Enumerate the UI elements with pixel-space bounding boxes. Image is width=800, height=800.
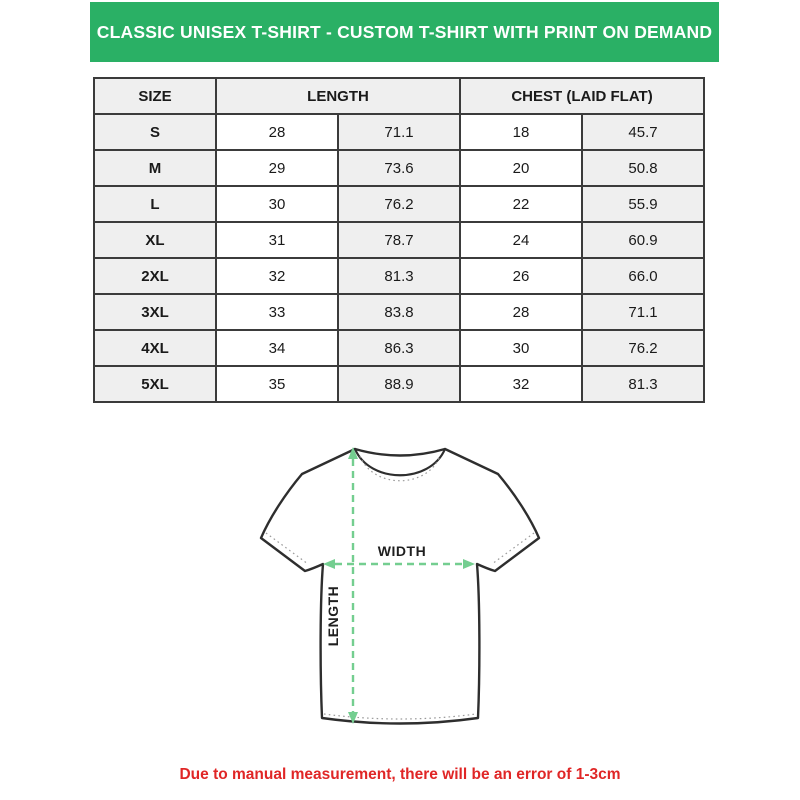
length-cm-cell: 76.2 (338, 186, 460, 222)
table-row (94, 366, 704, 402)
length-cm-cell: 73.6 (338, 150, 460, 186)
measurement-disclaimer: Due to manual measurement, there will be an error of 1-3cm (179, 766, 621, 783)
length-inch-cell: 28 (216, 114, 338, 150)
chest-inch-cell: 22 (460, 186, 582, 222)
length-inch-cell: 30 (216, 186, 338, 222)
length-cm-cell: 83.8 (338, 294, 460, 330)
chest-inch-cell: 26 (460, 258, 582, 294)
length-cm-cell: 71.1 (338, 114, 460, 150)
size-table-body (94, 114, 704, 402)
length-label: LENGTH (325, 585, 341, 647)
chest-cm-cell: 55.9 (582, 186, 704, 222)
size-chart-table (93, 77, 705, 403)
table-header-row (94, 78, 704, 114)
banner-title: CLASSIC UNISEX T-SHIRT - CUSTOM T-SHIRT WITH PRINT ON DEMAND (90, 2, 719, 62)
length-inch-cell: 31 (216, 222, 338, 258)
size-cell: 5XL (94, 366, 216, 402)
chest-inch-cell: 18 (460, 114, 582, 150)
length-cm-cell: 78.7 (338, 222, 460, 258)
chest-cm-cell: 76.2 (582, 330, 704, 366)
length-inch-cell: 32 (216, 258, 338, 294)
tshirt-outline (261, 449, 539, 724)
size-cell: 3XL (94, 294, 216, 330)
length-cm-cell: 81.3 (338, 258, 460, 294)
chest-cm-cell: 60.9 (582, 222, 704, 258)
length-inch-cell: 33 (216, 294, 338, 330)
table-row (94, 150, 704, 186)
size-cell: 2XL (94, 258, 216, 294)
table-row (94, 330, 704, 366)
chest-cm-cell: 66.0 (582, 258, 704, 294)
length-inch-cell: 35 (216, 366, 338, 402)
chest-cm-cell: 45.7 (582, 114, 704, 150)
size-cell: 4XL (94, 330, 216, 366)
length-inch-cell: 29 (216, 150, 338, 186)
length-cm-cell: 86.3 (338, 330, 460, 366)
size-cell: M (94, 150, 216, 186)
header-size: SIZE (94, 78, 216, 114)
size-chart-table-container (93, 77, 703, 403)
chest-cm-cell: 81.3 (582, 366, 704, 402)
size-cell: L (94, 186, 216, 222)
chest-inch-cell: 32 (460, 366, 582, 402)
chest-inch-cell: 24 (460, 222, 582, 258)
table-row (94, 294, 704, 330)
chest-inch-cell: 30 (460, 330, 582, 366)
length-inch-cell: 34 (216, 330, 338, 366)
table-row (94, 114, 704, 150)
width-label: WIDTH (377, 543, 427, 559)
table-row (94, 186, 704, 222)
tshirt-measurement-diagram (250, 441, 550, 753)
table-row (94, 258, 704, 294)
size-cell: S (94, 114, 216, 150)
table-row (94, 222, 704, 258)
chest-cm-cell: 71.1 (582, 294, 704, 330)
header-length: LENGTH (216, 78, 460, 114)
length-cm-cell: 88.9 (338, 366, 460, 402)
chest-inch-cell: 28 (460, 294, 582, 330)
chest-inch-cell: 20 (460, 150, 582, 186)
size-cell: XL (94, 222, 216, 258)
header-chest: CHEST (LAID FLAT) (460, 78, 704, 114)
chest-cm-cell: 50.8 (582, 150, 704, 186)
